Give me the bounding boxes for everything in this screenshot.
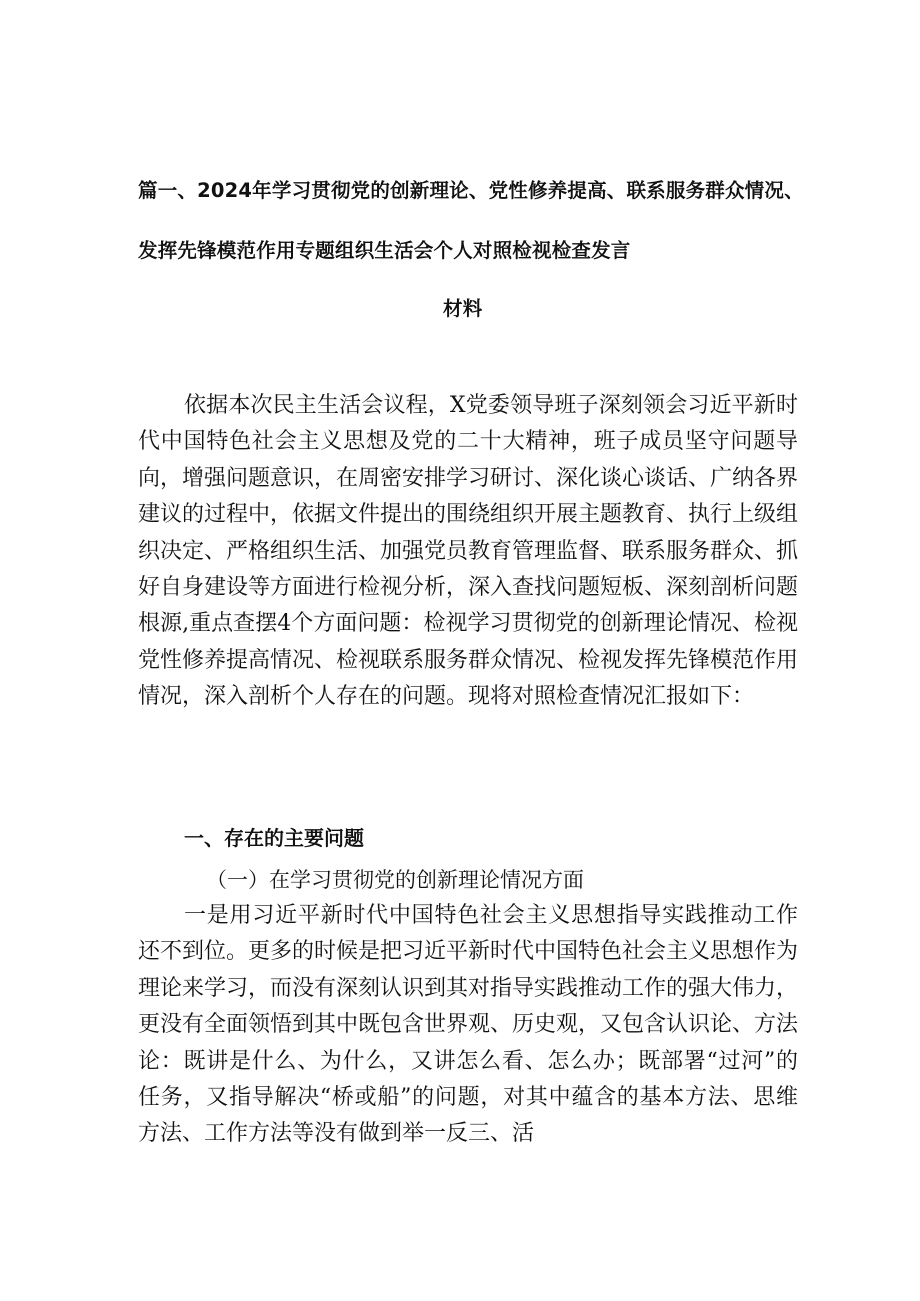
point-one-paragraph: 一是用习近平新时代中国特色社会主义思想指导实践推动工作还不到位。更多的时候是把习近平新时代中国特色社会主义思想作为理论来学习，而没有深刻认识到其对指导实践推动工作的强大伟力，更没有全面领悟到其中既包含世界观、历史观，又包含认识论、方法论：既讲是什么、为什么，又讲怎么看、怎么办；既部署“过河”的任务，又指导解决“桥或船”的问题，对其中蕴含的基本方法、思维方法、工作方法等没有做到举一反三、活	[138, 903, 799, 1147]
document-title-line-2: 发挥先锋模范作用专题组织生活会个人对照检视检查发言	[138, 239, 631, 262]
intro-paragraph: 依据本次民主生活会议程，X党委领导班子深刻领会习近平新时代中国特色社会主义思想及党的二十大精神，班子成员坚守问题导向，增强问题意识，在周密安排学习研讨、深化谈心谈话、广纳各界建议的过程中，依据文件提出的围绕组织开展主题教育、执行上级组织决定、严格组织生活、加强党员教育管理监督、联系服务群众、抓好自身建设等方面进行检视分析，深入查找问题短板、深刻剖析问题根源,重点查摆4个方面问题：检视学习贯彻党的创新理论情况、检视党性修养提高情况、检视联系服务群众情况、检视发挥先锋模范作用情况，深入剖析个人存在的问题。现将对照检查情况汇报如下：	[138, 393, 799, 710]
subsection-heading: （一）在学习贯彻党的创新理论情况方面	[206, 868, 584, 892]
document-title-line-1: 篇一、2024年学习贯彻党的创新理论、党性修养提高、联系服务群众情况、	[138, 179, 804, 202]
section-heading: 一、存在的主要问题	[184, 826, 364, 850]
document-title-line-3: 材料	[443, 297, 483, 320]
